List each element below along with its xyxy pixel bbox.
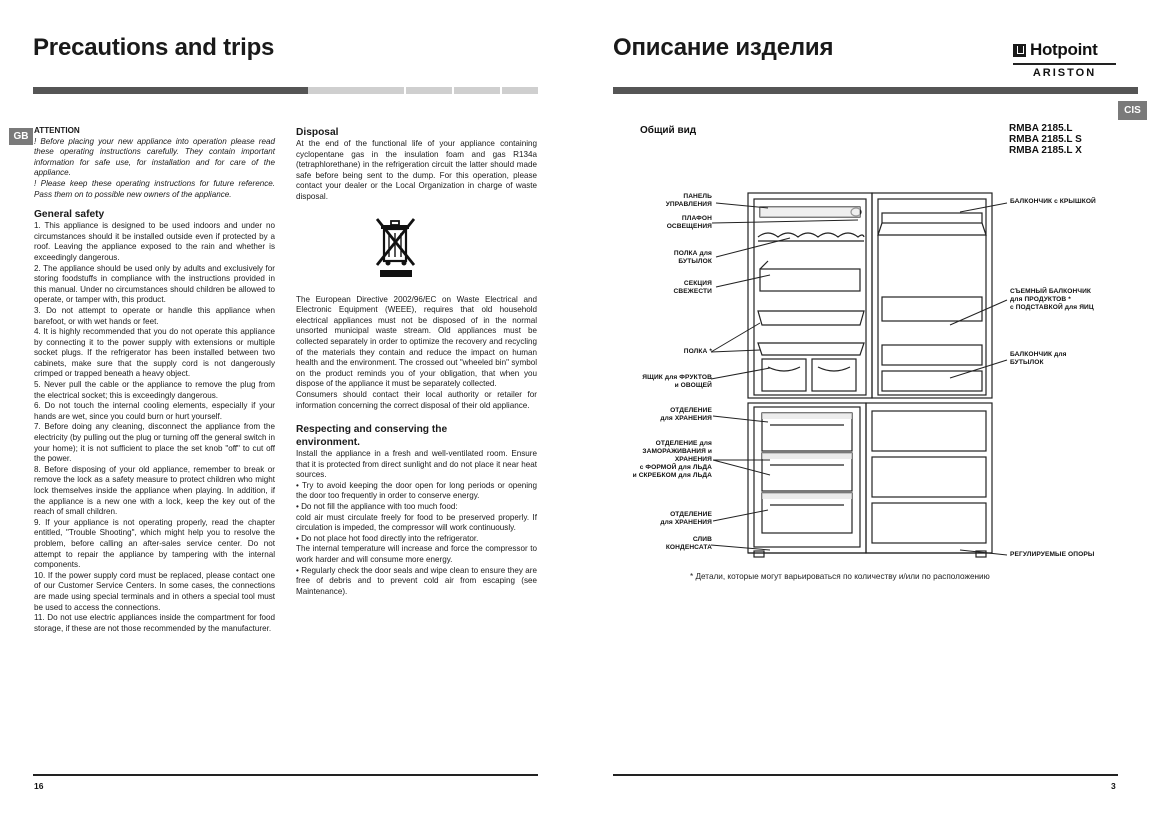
- label-bottle-balcony: БАЛКОНЧИК для БУТЫЛОК: [1010, 351, 1067, 366]
- label-freshness: СЕКЦИЯ СВЕЖЕСТИ: [673, 280, 712, 295]
- env-line-5: • Do not place hot food directly into the refrigerator.: [296, 533, 479, 543]
- right-footer-rule: [613, 774, 1118, 776]
- fridge-diagram: [740, 185, 1000, 560]
- safety-item-7: 7. Before doing any cleaning, disconnect the appliance from the electricity (by pulling out the plug or turning off the general switch in your home); it is not sufficient to place the set knob "off" to cut off the power.: [34, 422, 275, 464]
- left-header-rule-segments: [358, 87, 538, 94]
- env-line-3: • Do not fill the appliance with too much food:: [296, 502, 458, 512]
- model-3: RMBA 2185.L X: [1009, 144, 1082, 156]
- label-control-panel: ПАНЕЛЬ УПРАВЛЕНИЯ: [665, 193, 712, 208]
- safety-column: [34, 126, 275, 634]
- label-light: ПЛАФОН ОСВЕЩЕНИЯ: [666, 215, 712, 230]
- safety-item-3: 3. Do not attempt to operate or handle this appliance when barefoot, or with wet hands or feet.: [34, 305, 275, 326]
- right-header-rule: [613, 87, 1138, 94]
- label-storage-2: ОТДЕЛЕНИЕ для ХРАНЕНИЯ: [660, 511, 712, 526]
- label-balcony-lid: БАЛКОНЧИК с КРЫШКОЙ: [1010, 198, 1096, 205]
- model-2: RMBA 2185.L S: [1009, 133, 1082, 145]
- logo-sub: ARISTON: [1032, 67, 1097, 79]
- safety-item-6: 6. Do not touch the internal cooling elements, especially if your hands are wet, since you could burn or hurt yourself.: [34, 401, 275, 421]
- safety-item-10: 10. If the power supply cord must be replaced, please contact one of our Customer Service Centers. In some cases, the connections are made using special terminals and in others a special tool must be used to access the connections.: [34, 570, 275, 612]
- label-condensate: СЛИВ КОНДЕНСАТА: [665, 536, 712, 551]
- label-removable-balcony: СЪЕМНЫЙ БАЛКОНЧИК для ПРОДУКТОВ * с ПОДСТАВКОЙ для ЯИЦ: [1010, 288, 1094, 311]
- safety-item-4: 4. It is highly recommended that you do not operate this appliance by connecting it to the power supply with extensions or multiple socket plugs. If the refrigerator has been installed between two cabinets, make sure that the supply cord is not dangerously crimped or trapped beneath a heavy object.: [34, 327, 275, 379]
- weee-paragraph-2: Consumers should contact their local authority or retailer for information concerning the correct disposal of their old appliance.: [296, 389, 537, 410]
- env-line-1: Install the appliance in a fresh and well-ventilated room. Ensure that it is protected from direct sunlight and do not place it near heat sources.: [296, 449, 537, 480]
- environment-heading: Respecting and conserving the environment.: [296, 424, 448, 449]
- safety-item-9: 9. If your appliance is not operating properly, read the chapter entitled, "Trouble Shooting", which might help you to resolve the problem, before calling an after-sales service center. Do not attempt to repair the appliance by tampering with the internal components.: [34, 517, 275, 570]
- hotpoint-ariston-logo: [1013, 40, 1116, 79]
- model-list: [1009, 124, 1082, 156]
- left-page-number: 16: [34, 781, 44, 791]
- label-shelf: ПОЛКА *: [683, 348, 712, 355]
- logo-brand: Hotpoint: [1030, 40, 1098, 59]
- label-adjustable-feet: РЕГУЛИРУЕМЫЕ ОПОРЫ: [1010, 551, 1095, 558]
- env-line-6: The internal temperature will increase and force the compressor to work harder and will consume more energy.: [296, 544, 537, 565]
- disposal-column: [296, 126, 537, 597]
- weee-bin-icon: [374, 215, 418, 279]
- general-safety-heading: General safety: [34, 209, 105, 221]
- label-freezing: ОТДЕЛЕНИЕ для ЗАМОРАЖИВАНИЯ и ХРАНЕНИЯ с ФОРМОЙ для ЛЬДА и СКРЕБКОМ для ЛЬДА: [632, 440, 712, 479]
- safety-item-5: 5. Never pull the cable or the appliance to remove the plug from the electrical socket; this is exceedingly dangerous.: [34, 380, 275, 400]
- disposal-heading: Disposal: [296, 127, 339, 138]
- hotpoint-logo-icon: [1013, 44, 1026, 57]
- safety-item-8: 8. Before disposing of your old appliance, remember to break or remove the lock as a safety measure to protect children who might lock themselves inside the appliance when playing. In addition, if the appliance is a new one with a lock, keep the key out of the reach of small children.: [34, 464, 275, 517]
- left-footer-rule: [33, 774, 538, 776]
- attention-line-2: ! Please keep these operating instructions for future reference. Pass them on to possible new owners of the appliance.: [34, 178, 275, 199]
- footnote: * Детали, которые могут варьироваться по количеству и/или по расположению: [690, 572, 990, 581]
- lang-tab-gb: GB: [9, 128, 33, 145]
- label-bottle-shelf: ПОЛКА для БУТЫЛОК: [673, 250, 712, 265]
- env-line-4: cold air must circulate freely for food to be preserved properly. If circulation is impeded, the compressor will work continuously.: [296, 512, 537, 533]
- disposal-text: At the end of the functional life of your appliance containing cyclopentane gas in the insulation foam and gas R134a (tetraphlorethane) in the refrigeration circuit the latter should made safe before being sent to the dump. For this operation, please contact your dealer or the Local Organization in charge of waste disposal.: [296, 139, 537, 201]
- safety-item-1: 1. This appliance is designed to be used indoors and under no circumstances should it be installed outside even if protected by a roof. Leaving the appliance exposed to the rain and whether is exceedingly dangerous.: [34, 221, 275, 262]
- env-line-2: • Try to avoid keeping the door open for long periods or opening the door too frequently in order to conserve energy.: [296, 480, 537, 501]
- attention-heading: ATTENTION: [34, 126, 80, 135]
- weee-paragraph-1: The European Directive 2002/96/EC on Waste Electrical and Electronic Equipment (WEEE), requires that old household electrical appliances must not be disposed of in the normal unsorted municipal waste stream. Old appliances must be collected separately in order to optimize the recovery and recycling of the materials they contain and reduce the impact on human health and the environment. The crossed out "wheeled bin" symbol on the product reminds you of your obligation, that when you dispose of the appliance it must be separately collected.: [296, 294, 537, 389]
- overview-label: Общий вид: [640, 125, 697, 136]
- label-storage-1: ОТДЕЛЕНИЕ для ХРАНЕНИЯ: [660, 407, 712, 422]
- lang-tab-cis: CIS: [1118, 101, 1147, 120]
- env-line-7: • Regularly check the door seals and wipe clean to ensure they are free of debris and to prevent cold air from escaping (see Maintenance).: [296, 565, 537, 596]
- right-page-title: Описание изделия: [613, 34, 834, 61]
- safety-item-2: 2. The appliance should be used only by adults and exclusively for storing foodstuffs in compliance with the instructions provided in this manual. Under no circumstances should children be allowed to operate, or tamper with, this product.: [34, 263, 275, 305]
- model-1: RMBA 2185.L: [1009, 123, 1073, 134]
- safety-item-11: 11. Do not use electric appliances inside the compartment for food storage, if these are not those recommended by the manufacturer.: [34, 613, 275, 633]
- attention-line-1: ! Before placing your new appliance into operation please read these operating instructions carefully. They contain important information for safe use, for installation and for care of the appliance.: [34, 136, 275, 178]
- left-page-title: Precautions and trips: [33, 34, 275, 61]
- left-header-rule-dark: [33, 87, 308, 94]
- label-crisper: ЯЩИК для ФРУКТОВ и ОВОЩЕЙ: [642, 374, 712, 389]
- right-page-number: 3: [1111, 781, 1116, 791]
